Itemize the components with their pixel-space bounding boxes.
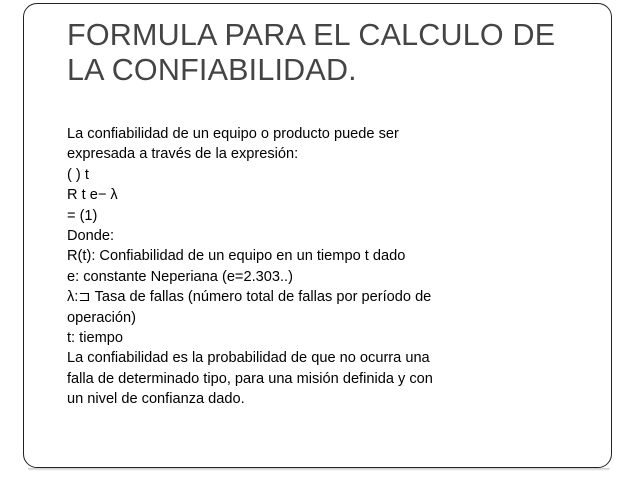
title-line-2: LA CONFIABILIDAD.	[67, 53, 357, 87]
body-line: Donde:	[67, 228, 115, 245]
body-line: e: constante Neperiana (e=2.303..)	[67, 268, 293, 285]
slide-title	[67, 18, 597, 88]
body-line: La confiabilidad de un equipo o producto puede ser	[67, 126, 399, 142]
body-line: = (1)	[67, 207, 98, 224]
body-line: un nivel de confianza dado.	[67, 391, 245, 408]
slide-shadow	[28, 468, 610, 471]
slide-body	[67, 124, 537, 410]
body-line: R(t): Confiabilidad de un equipo en un tiempo t dado	[67, 248, 406, 265]
body-line: La confiabilidad es la probabilidad de que no ocurra una	[67, 350, 430, 367]
title-line-1: FORMULA PARA EL CALCULO DE	[67, 18, 556, 52]
body-line: λ:⊐ Tasa de fallas (número total de fallas por período de	[67, 289, 432, 306]
body-line: t: tiempo	[67, 330, 123, 347]
body-line: expresada a través de la expresión:	[67, 146, 299, 163]
body-line: ( ) t	[67, 166, 89, 183]
body-line: operación)	[67, 309, 136, 326]
body-line: falla de determinado tipo, para una misión definida y con	[67, 370, 433, 387]
body-line: R t e− λ	[67, 187, 118, 204]
